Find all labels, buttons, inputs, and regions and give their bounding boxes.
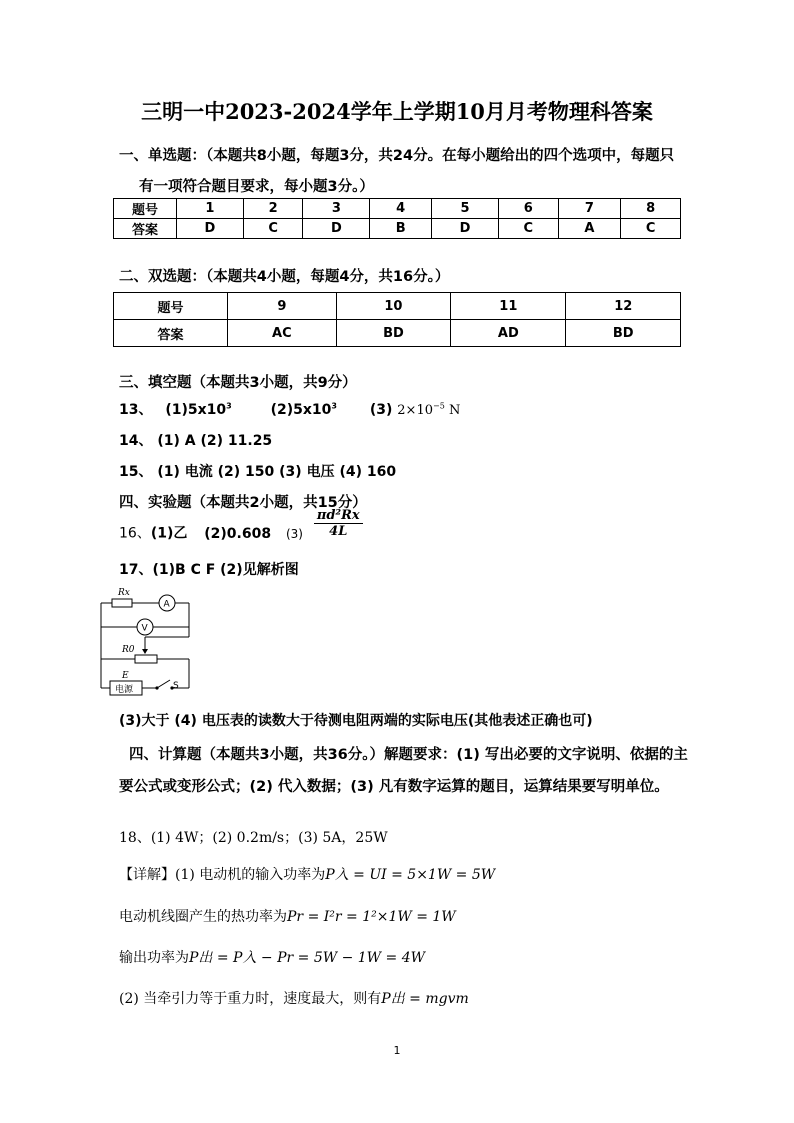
solution-line-3 — [119, 947, 425, 967]
answer-15: 15、 (1) 电流 (2) 150 (3) 电压 (4) 160 — [119, 464, 397, 480]
solution-text: 输出功率为 — [119, 950, 189, 966]
solution-equation: P出 = P入 − Pr = 5W − 1W = 4W — [189, 950, 425, 966]
question-number: 12 — [566, 293, 681, 320]
emf-label: E — [122, 671, 129, 681]
r0-label: R0 — [122, 645, 135, 655]
answer-cell: D — [303, 219, 370, 239]
answer-16-part2: (2)0.608 — [204, 525, 272, 542]
row-label: 答案 — [114, 219, 177, 239]
row-label: 题号 — [114, 199, 177, 219]
question-number: 5 — [432, 199, 499, 219]
answer-16-part1: (1)乙 — [150, 525, 188, 542]
question-number: 6 — [498, 199, 558, 219]
answer-13 — [119, 399, 460, 419]
answer-row — [114, 320, 681, 347]
question-number: 4 — [370, 199, 432, 219]
voltmeter-label: V — [141, 623, 148, 634]
solution-text: (2) 当牵引力等于重力时，速度最大，则有 — [119, 991, 382, 1007]
question-number: 11 — [451, 293, 566, 320]
switch-contact — [155, 686, 158, 689]
question-number: 1 — [177, 199, 244, 219]
answer-cell: C — [243, 219, 303, 239]
answer-cell: B — [370, 219, 432, 239]
section5-heading-cont: 要公式或变形公式；(2) 代入数据；(3) 凡有数字运算的题目，运算结果要写明单位。 — [119, 779, 669, 795]
question-number: 9 — [228, 293, 337, 320]
number-row — [114, 293, 681, 320]
switch-label: S — [173, 681, 179, 691]
solution-line-4 — [119, 988, 469, 1008]
answer-cell: D — [432, 219, 499, 239]
answer-16-formula: $\frac{\text{πd²Rx}}{4L}$ — [314, 508, 363, 539]
solution-text: 电动机线圈产生的热功率为 — [119, 909, 287, 925]
answer-cell: AD — [451, 320, 566, 347]
answer-16 — [119, 508, 363, 549]
answer-16-part3-label: (3) — [285, 526, 303, 541]
section3-heading: 三、填空题（本题共3小题，共9分） — [119, 375, 357, 391]
answer-cell: AC — [228, 320, 337, 347]
solution-equation: P出 = mgvm — [381, 991, 469, 1007]
solution-line-2 — [119, 906, 456, 926]
question-number: 7 — [558, 199, 621, 219]
answer-13-part2: $(2)5x10^3$ — [270, 401, 337, 418]
page-title: 三明一中2023-2024学年上学期10月月考物理科答案 — [141, 99, 653, 124]
solution-line-1 — [119, 864, 495, 884]
source-label: 电源 — [115, 685, 134, 695]
question-number: 3 — [303, 199, 370, 219]
row-label: 题号 — [114, 293, 228, 320]
answer-14: 14、 (1) A (2) 11.25 — [119, 433, 273, 449]
answer-16-label: 16、 — [119, 525, 151, 542]
rx-label: Rx — [118, 588, 130, 598]
double-choice-answer-table — [113, 292, 681, 347]
answer-13-part1: $(1)5x10^3$ — [165, 401, 232, 418]
answer-cell: A — [558, 219, 621, 239]
answer-13-label: 13、 — [119, 402, 153, 418]
answer-cell: BD — [566, 320, 681, 347]
section1-heading-cont: 有一项符合题目要求，每小题3分。） — [139, 179, 374, 195]
section5-heading: 四、计算题（本题共3小题，共36分。）解题要求：(1) 写出必要的文字说明、依据的主 — [129, 747, 688, 763]
section2-heading: 二、双选题：（本题共4小题，每题4分，共16分。） — [119, 269, 450, 285]
answer-13-part3: (3) $2\times 10^{-5}$ N — [369, 401, 461, 418]
answer-row — [114, 219, 681, 239]
answer-cell: C — [621, 219, 681, 239]
answer-cell: C — [498, 219, 558, 239]
solution-equation: P入 = UI = 5×1W = 5W — [325, 867, 496, 883]
answer-cell: BD — [336, 320, 450, 347]
question-number: 8 — [621, 199, 681, 219]
section1-heading: 一、单选题：（本题共8小题，每题3分，共24分。在每小题给出的四个选项中，每题只 — [119, 148, 675, 164]
question-number: 10 — [336, 293, 450, 320]
circuit-diagram — [96, 584, 196, 696]
slider-arrow — [142, 649, 148, 654]
section4-heading: 四、实验题（本题共2小题，共15分） — [119, 495, 367, 511]
single-choice-answer-table — [113, 198, 681, 239]
solution-equation: Pr = I²r = 1²×1W = 1W — [287, 909, 456, 925]
page-number: 1 — [393, 1044, 401, 1057]
row-label: 答案 — [114, 320, 228, 347]
question-number: 2 — [243, 199, 303, 219]
answer-17-conclusion: (3)大于 (4) 电压表的读数大于待测电阻两端的实际电压(其他表述正确也可) — [119, 713, 593, 729]
answer-18-summary: 18、(1) 4W；(2) 0.2m/s；(3) 5A，25W — [119, 830, 388, 846]
answer-cell: D — [177, 219, 244, 239]
ammeter-label: A — [163, 599, 170, 610]
solution-text: 【详解】(1) 电动机的输入功率为 — [119, 867, 326, 883]
answer-17: 17、(1)B C F (2)见解析图 — [119, 562, 299, 578]
number-row — [114, 199, 681, 219]
